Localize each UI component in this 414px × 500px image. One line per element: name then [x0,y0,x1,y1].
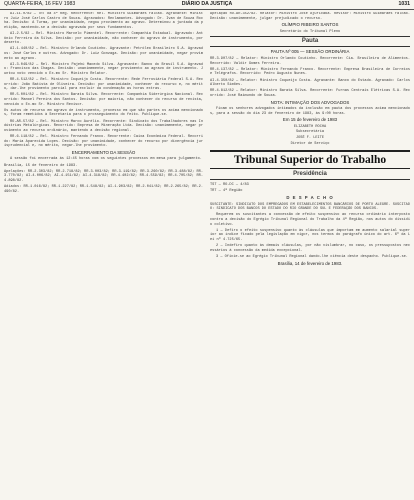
text-paragraph: RR-4.812/82 — Relator: Ministro Barata Silva. Recorrente: Furnas Centrais Elétricas S.A. Recorrido: José Raimundo de Souza. [210,89,410,98]
text-paragraph: RR-3.907/82 — Relator: Ministro Orlando Coutinho. Recorrente: Cia. Brasileira de Alimentos. Recorrido: Valdir Gomes Ferreira. [210,56,410,66]
text-paragraph: Requerem os suscitantes a concessão de efeito suspensivo ao recurso ordinário interposto contra a decisão do Egrégio Tribunal Regional do Trabalho da 4ª Região, nos autos do dissídio coletivo. [210,213,410,227]
text-paragraph: Os autos de recurso em agravo de instrumento, processo em que são partes os acima mencionados, foram remetidos à Secretaria para o prosseguimento do feito. Publique-se. [4,108,203,118]
text-paragraph: AI-1.440/82 — Rel. Ministro Orlando Coutinho. Agravante: Petróleo Brasileiro S.A. Agravados: José Carlos e outros. Advogado: Dr. Luiz Gonzaga. Decisão: por unanimidade, negar provimento ao agravo. [4,47,203,61]
section-label: NOTA: INTIMAÇÃO DOS ADVOGADOS [270,99,350,105]
signature-name: ELIZABETH ROCHA [293,124,327,129]
text-paragraph: TST — RO-DC — 4/83 [210,183,249,188]
text-paragraph: AI-4.350/82 — Relator: Ministro Coqueijo Costa. Agravante: Banco do Estado. Agravado: Carlos Alberto Simões. [210,78,410,88]
section-label: ENCERRAMENTO DA SESSÃO [71,149,136,155]
section-label: Brasília, 14 de fevereiro de 1983. [277,260,343,266]
header-journal-title: DIÁRIO DA JUSTIÇA [181,1,233,7]
header-date: QUARTA-FEIRA, 16 FEV 1983 [4,1,76,7]
right-column-bottom [210,203,410,267]
text-paragraph: RR-5.001/82 — Rel. Ministro Barata Silva. Recorrente: Companhia Siderúrgica Nacional. Recorrido: Manoel Pereira dos Santos. Decisão: por maioria, não conhecer do recurso de revista, vencido o Ex.mo Sr. Ministro Revisor. [4,93,203,107]
left-column [4,12,203,496]
signature-role: Subsecretária [295,130,325,135]
text-paragraph: Ficam os senhores advogados intimados da inclusão em pauta dos processos acima mencionados, para a sessão do dia 23 de fevereiro de 1983, às 9:00 horas. [210,107,410,116]
text-paragraph: 3 — Oficie-se ao Egrégio Tribunal Regional dando-lhe ciência deste despacho. Publique-se. [216,254,408,259]
text-paragraph: AI-3.049/82 — Rel. Ministro Pajehú Macedo Silva. Agravante: Banco do Brasil S.A. Agravado: Francisco das Chagas. Decisão: unanimemente, negar provimento ao agravo de instrumento. Juntou voto vencido o Ex.mo Sr. Ministro Relator. [4,62,203,76]
right-column-top [210,12,410,21]
text-paragraph: Apelações: RR-2.303/82; RR-2.718/82; RR-3.003/82; RR-3.119/82; RR-3.260/82; RR-3.488/82; RR-3.770/82; AI-4.006/82; AI-4.151/82; AI-4.318/82; RR-4.402/82; RR-4.559/82; RR-4.705/82; RR-4.898/82. [4,169,203,183]
signature-role: Diretor de Serviço [290,141,330,146]
pauta-intro: PAUTA Nº 005 — SESSÃO ORDINÁRIA [270,49,350,55]
secretary-title: Secretário do Tribunal Pleno [279,29,341,34]
section-label: Em 15 de fevereiro de 1983 [282,117,338,123]
right-column-mid [210,57,410,123]
page-header [0,0,414,10]
text-paragraph: RR-6.118/82 — Rel. Ministro Fernando Franco. Recorrente: Caixa Econômica Federal. Recorrido: Maria Aparecida Lopes. Decisão: por unanimidade, conhecer do recurso por divergência jurisprudencial e, no mérito, negar-lhe provimento. [4,135,203,149]
text-paragraph: RR-4.137/82 — Relator: Ministro Fernando Franco. Recorrente: Empresa Brasileira de Correios e Telégrafos. Recorrido: Pedro Augusto Nunes. [210,67,410,77]
text-paragraph: Apelação RO-AR-352/82. Relator: Ministro José Ajuricaba. Revisor: Ministro Guimarães Falcão. Decisão: unanimemente, julgar prejudicado o recurso. [210,12,410,21]
text-paragraph: Adiados: RR-1.016/82; RR-1.227/82; RR-1.548/82; AI-1.903/82; RR-2.041/82; RR-2.265/82; RR-2.490/82. [4,185,203,194]
text-paragraph: RR-4.512/82 — Rel. Ministro Coqueijo Costa. Recorrente: Rede Ferroviária Federal S.A. Recorrido: João Batista de Oliveira. Decisão: por unanimidade, conhecer do recurso e, no mérito, dar-lhe provimento parcial para excluir da condenação as horas extras. [4,78,203,92]
text-paragraph: TRT — 4ª Região [210,189,243,194]
pauta-heading: Pauta [210,36,410,47]
text-paragraph: RO-AR-57/82 — Rel. Ministro Marco Aurélio. Recorrente: Sindicato dos Trabalhadores nas Indústrias Metalúrgicas. Recorrido: Empresa de Mineração Ltda. Decisão: unanimemente, negar provimento ao recurso ordinário, mantendo a decisão regional. [4,119,203,133]
presidencia-heading: Presidência [210,169,410,180]
case-references [210,183,410,194]
text-paragraph: 1 — Defiro o efeito suspensivo quanto às cláusulas que importam em aumento salarial superior ao índice fixado pela legislação em vigor, nos termos do parágrafo único do art. 6º da Lei nº 4.725/65. [210,228,410,242]
secretary-name: OLÍMPIO RIBEIRO SANTOS [281,22,339,28]
despacho-heading: D E S P A C H O [286,195,334,201]
text-paragraph: A sessão foi encerrada às 12:45 horas com os seguintes processos em mesa para julgamento. [10,157,202,162]
text-paragraph: AI-2.5/82 — Rel. Ministro Marcelo Pimentel. Recorrente: Companhia Estadual. Agravado: Antônio Ferreira da Silva. Decisão: por unanimidade, não conhecer do agravo de instrumento, por deserto. [4,31,203,46]
tst-section-title: Tribunal Superior do Trabalho [210,150,410,169]
signature-name: JOSÉ F. LEITE [295,136,325,141]
header-page-number: 1031 [398,1,410,7]
text-paragraph: 2 — Indefiro quanto às demais cláusulas, por não vislumbrar, no caso, os pressupostos necessários à concessão da medida excepcional. [210,244,410,253]
text-paragraph: SUSCITANTE: SINDICATO DOS EMPREGADOS EM ESTABELECIMENTOS BANCÁRIOS DE PORTO ALEGRE. SUSCITADO: SINDICATO DOS BANCOS DO ESTADO DO RIO GRANDE DO SUL E FEDERAÇÃO DOS BANCOS. [210,202,410,212]
signature-block [210,125,410,146]
text-paragraph: Brasília, 15 de fevereiro de 1983. [4,163,78,168]
text-paragraph: AI-11.0/82 — TRT da 4ª Reg. Recorrente: Rel. Ministro Guimarães Falcão. Agravante: Ministro Juiz José Carlos Castro de Souza. Agravados: Reclamantes. Advogado: Dr. Ivan de Souza Rocha. Decisão: A Turma, por unanimidade, negou provimento ao agravo. Determinou a juntada da petição, mantendo-se a decisão agravada por seus fundamentos. [4,12,203,30]
right-column [210,12,410,496]
